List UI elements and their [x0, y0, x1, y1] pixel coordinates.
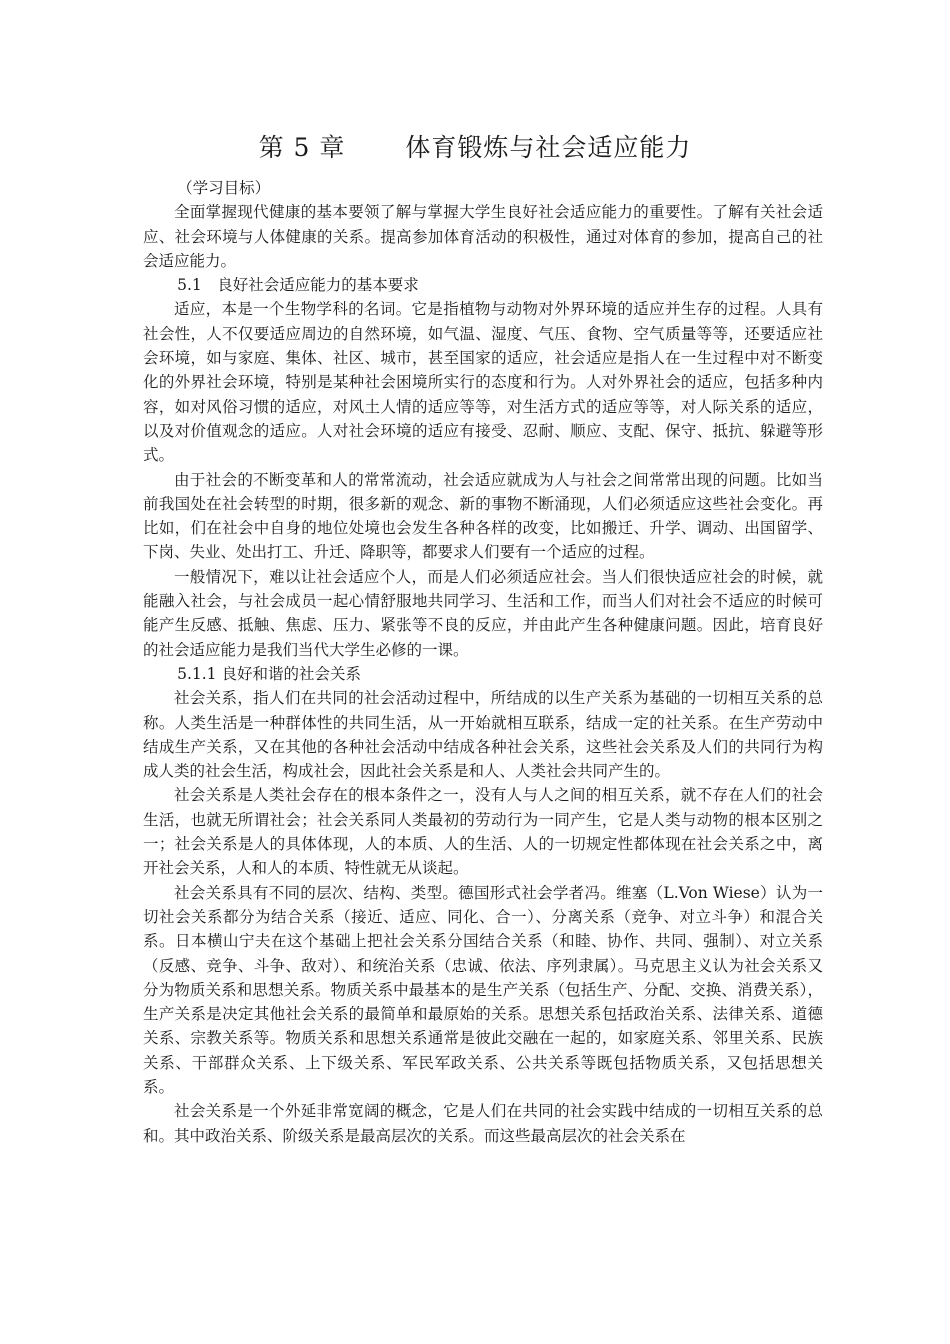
chapter-name: 体育锻炼与社会适应能力: [405, 133, 692, 162]
learning-goal-label: （学习目标）: [177, 179, 271, 197]
paragraph-social-relations-scope: 社会关系是一个外延非常宽阔的概念，它是人们在共同的社会实践中结成的一切相互关系的总和。其中政治关系、阶级关系是最高层次的关系。而这些最高层次的社会关系在: [143, 1102, 823, 1145]
paragraph-social-relations-basis: 社会关系是人类社会存在的根本条件之一，没有人与人之间的相互关系，就不存在人们的社会生活，也就无所谓社会；社会关系同人类最初的劳动行为一同产生，它是人类与动物的根本区别之一；社会关系是人的具体体现，人的本质、人的生活、人的一切规定性都体现在社会关系之中，离开社会关系，人和人的本质、特性就无从谈起。: [143, 786, 823, 878]
paragraph-adapt-to-society: 一般情况下，难以让社会适应个人，而是人们必须适应社会。当人们很快适应社会的时候，就能融入社会，与社会成员一起心情舒服地共同学习、生活和工作，而当人们对社会不适应的时候可能产生反感、抵触、焦虑、压力、紧张等不良的反应，并由此产生各种健康问题。因此，培育良好的社会适应能力是我们当代大学生必修的一课。: [143, 567, 823, 659]
paragraph-adaptation: 适应，本是一个生物学科的名词。它是指植物与动物对外界环境的适应并生存的过程。人具有社会性，人不仅要适应周边的自然环境，如气温、湿度、气压、食物、空气质量等等，还要适应社会环境，如与家庭、集体、社区、城市，甚至国家的适应，社会适应是指人在一生过程中对不断变化的外界社会环境，特别是某种社会困境所实行的态度和行为。人对外界社会的适应，包括多种内容，如对风俗习惯的适应，对风土人情的适应等等，对生活方式的适应等等，对人际关系的适应，以及对价值观念的适应。人对社会环境的适应有接受、忍耐、顺应、支配、保守、抵抗、躲避等形式。: [143, 300, 823, 465]
paragraph-social-relations-types: 社会关系具有不同的层次、结构、类型。德国形式社会学者冯。维塞（L.Von Wiese）认为一切社会关系都分为结合关系（接近、适应、同化、合一）、分离关系（竞争、对立斗争）和混合关系。日本横山宁夫在这个基础上把社会关系分国结合关系（和睦、协作、共同、强制）、对立关系（反感、竞争、斗争、敌对）、和统治关系（忠诚、依法、序列隶属）。马克思主义认为社会关系又分为物质关系和思想关系。物质关系中最基本的是生产关系（包括生产、分配、交换、消费关系），生产关系是决定其他社会关系的最简单和最原始的关系。思想关系包括政治关系、法律关系、道德关系、宗教关系等。物质关系和思想关系通常是彼此交融在一起的，如家庭关系、邻里关系、民族关系、干部群众关系、上下级关系、军民军政关系、公共关系等既包括物质关系，又包括思想关系。: [143, 883, 823, 1096]
paragraph-social-relations-def: 社会关系，指人们在共同的社会活动过程中，所结成的以生产关系为基础的一切相互关系的总称。人类生活是一种群体性的共同生活，从一开始就相互联系，结成一定的社关系。在生产劳动中结成生产关系，又在其他的各种社会活动中结成各种社会关系，这些社会关系及人们的共同行为构成人类的社会生活，构成社会，因此社会关系是和人、人类社会共同产生的。: [143, 689, 823, 781]
chapter-number: 第 5 章: [258, 133, 346, 162]
paragraph-social-change: 由于社会的不断变革和人的常常流动，社会适应就成为人与社会之间常常出现的问题。比如当前我国处在社会转型的时期，很多新的观念、新的事物不断涌现，人们必须适应这些社会变化。再比如，们在社会中自身的地位处境也会发生各种各样的改变，比如搬迁、升学、调动、出国留学、下岗、失业、处出打工、升迁、降职等，都要求人们要有一个适应的过程。: [143, 470, 823, 562]
paragraph-learning-goal: 全面掌握现代健康的基本要领了解与掌握大学生良好社会适应能力的重要性。了解有关社会适应、社会环境与人体健康的关系。提高参加体育活动的积极性，通过对体育的参加，提高自己的社会适应能力。: [143, 203, 823, 270]
chapter-title: [0, 128, 950, 168]
section-heading-5-1: 5.1 良好社会适应能力的基本要求: [177, 276, 419, 295]
section-heading-5-1-1: 5.1.1 良好和谐的社会关系: [177, 664, 361, 683]
document-body: [143, 176, 823, 1148]
